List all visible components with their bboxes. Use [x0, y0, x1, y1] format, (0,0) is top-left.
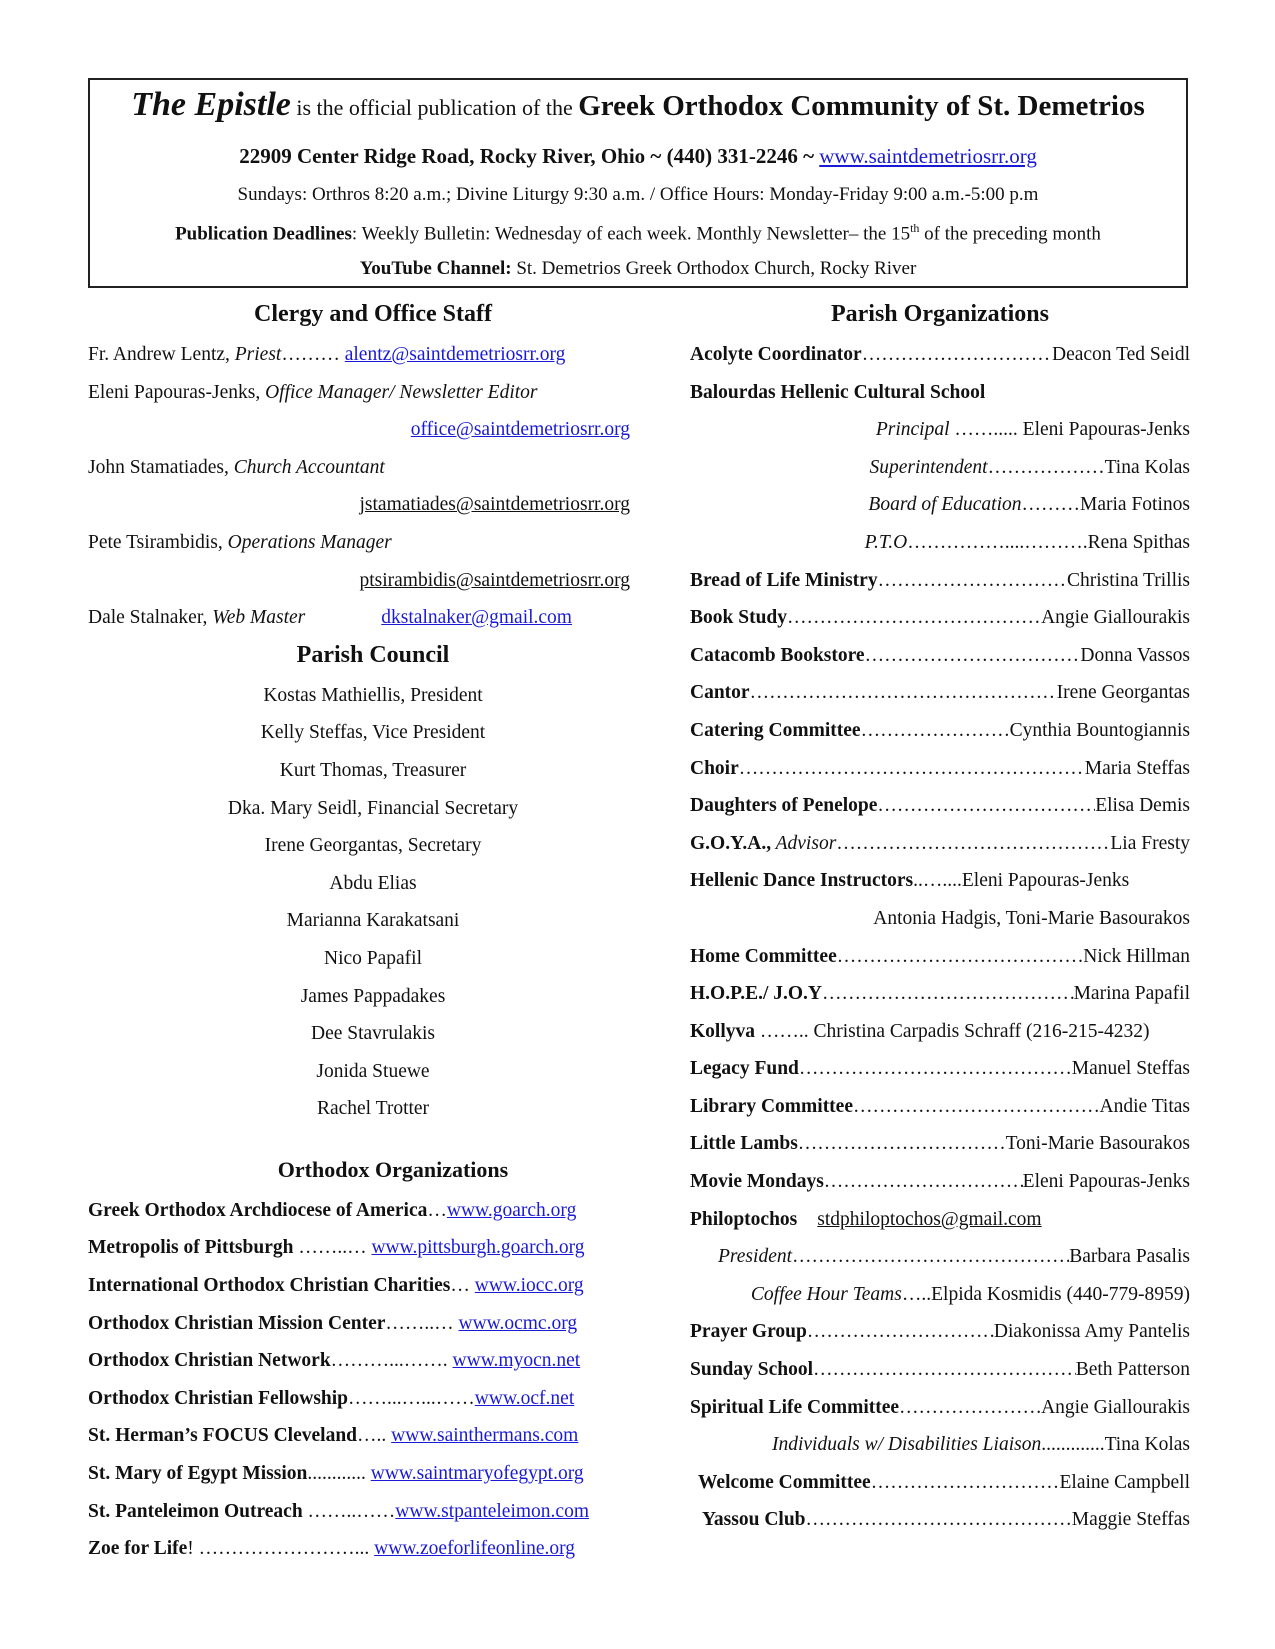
choir-label: Choir — [690, 757, 739, 779]
right-column — [690, 296, 1190, 1539]
org-website-link[interactable]: www.sainthermans.com — [391, 1425, 579, 1447]
leader-dots — [862, 336, 1052, 374]
masthead-title-line — [90, 86, 1186, 124]
org-dots: ……..… — [293, 1237, 372, 1259]
principal-label: Principal — [875, 419, 950, 441]
dance-label: Hellenic Dance Instructors — [690, 870, 914, 892]
coffee-row — [690, 1276, 1190, 1314]
sunday-label: Sunday School — [690, 1359, 814, 1381]
priest-email-link[interactable]: alentz@saintdemetriosrr.org — [344, 344, 566, 365]
goya-value: Lia Fresty — [1110, 832, 1190, 854]
lambs-row — [690, 1125, 1190, 1163]
leader-dots — [824, 1163, 1023, 1201]
cantor-label: Cantor — [690, 682, 750, 704]
publication-deadlines — [90, 221, 1186, 245]
leader-dots — [836, 825, 1110, 863]
movie-label: Movie Mondays — [690, 1171, 824, 1193]
dance-row — [690, 862, 1190, 900]
philo-email-link[interactable]: stdphiloptochos@gmail.com — [817, 1208, 1042, 1230]
org-name: Orthodox Christian Mission Center — [88, 1312, 386, 1334]
dance-value: Eleni Papouras-Jenks — [961, 870, 1130, 892]
home-label: Home Committee — [690, 945, 837, 967]
org-website-link[interactable]: www.goarch.org — [446, 1199, 577, 1221]
leader-dots — [787, 599, 1041, 637]
yassou-value: Maggie Steffas — [1071, 1509, 1190, 1531]
org-dots: ............ — [307, 1463, 371, 1485]
book-row — [690, 599, 1190, 637]
book-label: Book Study — [690, 607, 788, 629]
goya-row — [690, 825, 1190, 863]
movie-value: Eleni Papouras-Jenks — [1022, 1171, 1190, 1193]
kollyva-value: …….. Christina Carpadis Schraff (216-215-4232) — [755, 1020, 1150, 1042]
leader-dots — [865, 637, 1081, 675]
daughters-row — [690, 787, 1190, 825]
catacomb-value: Donna Vassos — [1080, 644, 1190, 666]
clergy-priest-row — [88, 336, 658, 374]
orthodox-org-row — [88, 1380, 658, 1418]
council-member: Kurt Thomas, Treasurer — [279, 759, 467, 781]
leader-dots — [739, 750, 1085, 788]
leader-dots — [877, 787, 1095, 825]
disabilities-row — [690, 1426, 1190, 1464]
hope-row — [690, 975, 1190, 1013]
leader-dots — [750, 674, 1057, 712]
goya-role: Advisor — [771, 832, 837, 854]
clergy-ops-email-row — [88, 562, 658, 600]
accountant-name: John Stamatiades, — [88, 456, 234, 478]
coffee-label: Coffee Hour Teams — [750, 1283, 902, 1305]
leader-dots — [798, 1125, 1006, 1163]
catering-value: Cynthia Bountogiannis — [1009, 719, 1190, 741]
orthodox-org-row — [88, 1455, 658, 1493]
org-website-link[interactable]: www.zoeforlifeonline.org — [374, 1538, 576, 1560]
orthodox-org-row — [88, 1342, 658, 1380]
community-name: Greek Orthodox Community of St. Demetrios — [578, 90, 1145, 122]
library-row — [690, 1088, 1190, 1126]
daughters-label: Daughters of Penelope — [690, 795, 878, 817]
office-manager-role: Office Manager/ Newsletter Editor — [265, 381, 538, 403]
kollyva-label: Kollyva — [690, 1020, 756, 1042]
spiritual-row — [690, 1389, 1190, 1427]
accountant-email-link[interactable]: jstamatiades@saintdemetriosrr.org — [359, 494, 630, 516]
clergy-office-email-row — [88, 411, 658, 449]
org-website-link[interactable]: www.iocc.org — [474, 1275, 584, 1297]
council-member: James Pappadakes — [300, 985, 446, 1007]
clergy-heading: Clergy and Office Staff — [254, 301, 492, 327]
sunday-row — [690, 1351, 1190, 1389]
orthodox-org-row — [88, 1267, 658, 1305]
council-member: Dee Stavrulakis — [310, 1023, 435, 1045]
orthodox-org-row — [88, 1305, 658, 1343]
dance-dots: ..….... — [913, 870, 962, 892]
org-website-link[interactable]: www.ocf.net — [474, 1387, 575, 1409]
leader-dots — [813, 1351, 1076, 1389]
clergy-office-row — [88, 374, 658, 412]
council-member: Irene Georgantas, Secretary — [264, 835, 482, 857]
home-value: Nick Hillman — [1083, 945, 1190, 967]
youtube-channel: St. Demetrios Greek Orthodox Church, Rocky River — [511, 258, 917, 279]
clergy-ops-row — [88, 524, 658, 562]
coffee-dots: ….. — [901, 1283, 932, 1305]
prayer-row — [690, 1313, 1190, 1351]
clergy-accountant-row — [88, 449, 658, 487]
principal-row — [690, 411, 1190, 449]
legacy-value: Manuel Steffas — [1071, 1058, 1190, 1080]
hope-value: Marina Papafil — [1073, 983, 1190, 1005]
legacy-row — [690, 1050, 1190, 1088]
coffee-value: Elpida Kosmidis (440-779-8959) — [931, 1283, 1190, 1305]
deadlines-sup: th — [910, 221, 920, 235]
org-dots: … — [450, 1275, 475, 1297]
spiritual-label: Spiritual Life Committee — [690, 1396, 900, 1418]
library-label: Library Committee — [690, 1095, 853, 1117]
youtube-line — [90, 258, 1186, 280]
org-name: St. Panteleimon Outreach — [88, 1500, 303, 1522]
goya-label: G.O.Y.A., — [690, 832, 772, 854]
council-member: Abdu Elias — [329, 872, 417, 894]
orthodox-org-row — [88, 1417, 658, 1455]
leader-dots — [853, 1088, 1100, 1126]
daughters-value: Elisa Demis — [1095, 795, 1190, 817]
webmaster-name: Dale Stalnaker, — [88, 607, 213, 629]
clergy-accountant-email-row — [88, 486, 658, 524]
dance-row-2: Antonia Hadgis, Toni-Marie Basourakos — [873, 907, 1190, 929]
org-dots: ……..…… — [302, 1500, 396, 1522]
ops-manager-name: Pete Tsirambidis, — [88, 531, 228, 553]
bread-row — [690, 562, 1190, 600]
board-label: Board of Education — [868, 494, 1022, 516]
org-name: Greek Orthodox Archdiocese of America — [88, 1199, 428, 1221]
ops-manager-role: Operations Manager — [227, 531, 392, 553]
webmaster-role: Web Master — [212, 607, 306, 629]
orthodox-org-row — [88, 1192, 658, 1230]
acolyte-value: Deacon Ted Seidl — [1052, 344, 1190, 365]
deadlines-text-end: of the preceding month — [919, 223, 1101, 245]
org-website-link[interactable]: www.stpanteleimon.com — [395, 1500, 589, 1522]
council-member: Marianna Karakatsani — [286, 910, 460, 932]
acolyte-row — [690, 336, 1190, 374]
parish-orgs-heading: Parish Organizations — [830, 301, 1049, 327]
office-manager-name: Eleni Papouras-Jenks, — [88, 381, 266, 403]
ops-email-link[interactable]: ptsirambidis@saintdemetriosrr.org — [359, 569, 630, 591]
pto-value: Rena Spithas — [1087, 531, 1190, 553]
org-dots: ! ……………………... — [187, 1538, 375, 1560]
superintendent-dots: ……………… — [987, 456, 1105, 478]
address: 22909 Center Ridge Road, Rocky River, Ohio ~ (440) 331-2246 ~ — [239, 144, 820, 168]
catacomb-label: Catacomb Bookstore — [690, 644, 865, 666]
accountant-role: Church Accountant — [233, 456, 385, 478]
welcome-value: Elaine Campbell — [1059, 1471, 1190, 1493]
service-hours: Sundays: Orthros 8:20 a.m.; Divine Liturgy 9:30 a.m. / Office Hours: Monday-Friday 9:00 a.m.-5:00 p.m — [237, 184, 1039, 205]
leader-dots — [792, 1238, 1069, 1276]
cantor-value: Irene Georgantas — [1056, 682, 1190, 704]
leader-dots — [807, 1313, 994, 1351]
acolyte-label: Acolyte Coordinator — [690, 344, 862, 365]
catering-label: Catering Committee — [690, 719, 861, 741]
bread-value: Christina Trillis — [1067, 569, 1190, 591]
clergy-webmaster-row — [88, 599, 658, 637]
leader-dots — [822, 975, 1074, 1013]
leader-dots — [861, 712, 1010, 750]
school-row — [690, 374, 1190, 412]
cantor-row — [690, 674, 1190, 712]
org-name: Zoe for Life — [88, 1538, 188, 1560]
publication-name: The Epistle — [131, 86, 291, 123]
board-dots: ……… — [1021, 494, 1081, 516]
org-website-link[interactable]: www.saintmaryofegypt.org — [370, 1463, 584, 1485]
council-list — [88, 677, 658, 1128]
philo-president-value: Barbara Pasalis — [1069, 1246, 1190, 1268]
youtube-label: YouTube Channel: — [359, 258, 512, 279]
priest-role: Priest — [234, 344, 282, 365]
deadlines-label: Publication Deadlines — [175, 223, 352, 245]
org-name: Orthodox Christian Fellowship — [88, 1387, 349, 1409]
catacomb-row — [690, 637, 1190, 675]
orthodox-org-row — [88, 1493, 658, 1531]
principal-value: Eleni Papouras-Jenks — [1022, 419, 1190, 441]
disabilities-dots: ............. — [1041, 1434, 1105, 1456]
orthodox-org-row — [88, 1530, 658, 1568]
council-member: Nico Papafil — [323, 947, 422, 969]
lambs-value: Toni-Marie Basourakos — [1005, 1133, 1190, 1155]
masthead-box — [88, 78, 1188, 288]
prayer-value: Diakonissa Amy Pantelis — [993, 1321, 1190, 1343]
hope-label: H.O.P.E./ J.O.Y — [690, 983, 823, 1005]
org-website-link[interactable]: www.myocn.net — [452, 1350, 581, 1372]
council-member: Jonida Stuewe — [316, 1060, 430, 1082]
leader-dots — [878, 562, 1067, 600]
yassou-row — [690, 1501, 1190, 1539]
leader-dots — [806, 1501, 1072, 1539]
webmaster-email-link[interactable]: dkstalnaker@gmail.com — [381, 607, 572, 629]
website-link[interactable]: www.saintdemetriosrr.org — [819, 144, 1037, 168]
council-heading: Parish Council — [296, 641, 450, 668]
address-line — [90, 144, 1186, 169]
leader-dots — [899, 1389, 1041, 1427]
home-row — [690, 938, 1190, 976]
welcome-label: Welcome Committee — [698, 1471, 871, 1493]
prayer-label: Prayer Group — [690, 1321, 807, 1343]
movie-row — [690, 1163, 1190, 1201]
legacy-label: Legacy Fund — [690, 1058, 799, 1080]
choir-row — [690, 750, 1190, 788]
council-member: Rachel Trotter — [316, 1098, 430, 1120]
goya-label-group — [690, 825, 836, 863]
board-row — [690, 486, 1190, 524]
philo-president-row — [690, 1238, 1190, 1276]
kollyva-row — [690, 1013, 1190, 1051]
disabilities-label: Individuals w/ Disabilities Liaison — [771, 1434, 1042, 1456]
org-name: Metropolis of Pittsburgh — [88, 1237, 294, 1259]
superintendent-label: Superintendent — [869, 456, 988, 478]
bread-label: Bread of Life Ministry — [690, 569, 878, 591]
catering-row — [690, 712, 1190, 750]
library-value: Andie Titas — [1099, 1095, 1190, 1117]
pto-dots: ……………....………. — [907, 531, 1088, 553]
leader-dots — [871, 1464, 1060, 1502]
yassou-label: Yassou Club — [702, 1509, 806, 1531]
school-label: Balourdas Hellenic Cultural School — [690, 381, 986, 403]
pto-label: P.T.O — [864, 531, 908, 553]
welcome-row — [690, 1464, 1190, 1502]
left-column — [88, 296, 658, 1568]
superintendent-value: Tina Kolas — [1104, 456, 1190, 478]
council-member: Dka. Mary Seidl, Financial Secretary — [227, 797, 519, 819]
council-member: Kostas Mathiellis, President — [263, 684, 483, 706]
philo-president-label: President — [718, 1246, 793, 1268]
board-value: Maria Fotinos — [1080, 494, 1190, 516]
org-website-link[interactable]: www.ocmc.org — [458, 1312, 578, 1334]
principal-dots: ……..... — [949, 419, 1023, 441]
org-name: St. Mary of Egypt Mission — [88, 1463, 308, 1485]
priest-name: Fr. Andrew Lentz, — [88, 344, 235, 365]
council-member: Kelly Steffas, Vice President — [260, 722, 486, 744]
org-name: International Orthodox Christian Charities — [88, 1275, 451, 1297]
orthodox-org-row — [88, 1229, 658, 1267]
org-name: St. Herman’s FOCUS Cleveland — [88, 1425, 358, 1447]
org-dots: ……..… — [385, 1312, 459, 1334]
priest-dots: ……… — [281, 344, 345, 365]
choir-value: Maria Steffas — [1084, 757, 1190, 779]
org-name: Orthodox Christian Network — [88, 1350, 331, 1372]
pto-row — [690, 524, 1190, 562]
leader-dots — [837, 938, 1084, 976]
orthodox-orgs-heading: Orthodox Organizations — [277, 1156, 509, 1182]
philo-label: Philoptochos — [690, 1208, 798, 1230]
org-dots: ….. — [357, 1425, 392, 1447]
disabilities-value: Tina Kolas — [1104, 1434, 1190, 1456]
deadlines-text: : Weekly Bulletin: Wednesday of each week. Monthly Newsletter– the 15 — [351, 223, 911, 245]
leader-dots — [799, 1050, 1072, 1088]
org-website-link[interactable]: www.pittsburgh.goarch.org — [371, 1237, 585, 1259]
superintendent-row — [690, 449, 1190, 487]
org-dots: ………...……. — [330, 1350, 453, 1372]
office-email-link[interactable]: office@saintdemetriosrr.org — [410, 419, 630, 441]
sunday-value: Beth Patterson — [1075, 1359, 1190, 1381]
org-dots: ……...…...…… — [348, 1387, 475, 1409]
philo-row — [690, 1201, 1190, 1239]
spiritual-value: Angie Giallourakis — [1041, 1396, 1190, 1418]
lambs-label: Little Lambs — [690, 1133, 798, 1155]
org-dots: … — [427, 1199, 447, 1221]
book-value: Angie Giallourakis — [1041, 607, 1190, 629]
publication-tagline: is the official publication of the — [290, 95, 579, 120]
orthodox-orgs-list — [88, 1192, 658, 1568]
